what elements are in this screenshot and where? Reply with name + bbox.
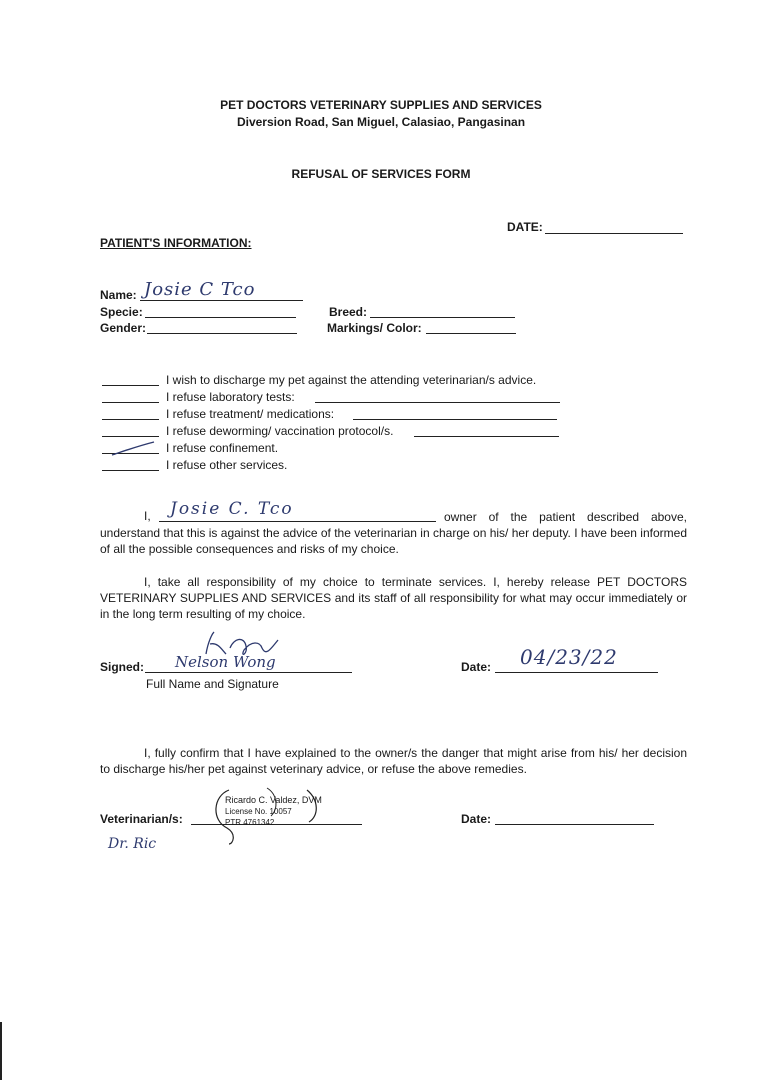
stamp-line-2: License No. 10057 bbox=[225, 807, 292, 816]
checklist-item-confinement: I refuse confinement. bbox=[166, 441, 279, 455]
signed-date-handwritten: 04/23/22 bbox=[520, 645, 618, 669]
gender-label: Gender: bbox=[100, 321, 147, 335]
checklist-item-other: I refuse other services. bbox=[166, 458, 288, 472]
checklist-blank[interactable] bbox=[102, 419, 159, 420]
clinic-address: Diversion Road, San Miguel, Calasiao, Pangasinan bbox=[236, 115, 526, 129]
markings-line[interactable] bbox=[426, 333, 516, 334]
stamp-line-1: Ricardo C. Valdez, DVM bbox=[225, 795, 322, 805]
name-line[interactable] bbox=[140, 300, 303, 301]
signed-date-label: Date: bbox=[461, 660, 492, 674]
signature-caption: Full Name and Signature bbox=[146, 677, 279, 691]
signature-handwritten: Nelson Wong bbox=[175, 653, 276, 671]
patient-section-heading: PATIENT'S INFORMATION: bbox=[100, 236, 252, 250]
breed-line[interactable] bbox=[370, 317, 515, 318]
veterinarian-stamp bbox=[213, 790, 322, 834]
checklist-blank[interactable] bbox=[102, 385, 159, 386]
checklist-item-treatment: I refuse treatment/ medications: bbox=[166, 407, 335, 421]
checklist-item-laboratory: I refuse laboratory tests: bbox=[166, 390, 295, 404]
signature-line[interactable] bbox=[145, 672, 352, 673]
vet-statement: I, fully confirm that I have explained to the owner/s the danger that might arise from his/ her decision to discharge his/her pet against veterinary advice, or refuse the above remedies. bbox=[100, 746, 687, 776]
laboratory-detail-line[interactable] bbox=[315, 402, 560, 403]
deworming-detail-line[interactable] bbox=[414, 436, 559, 437]
check-mark-icon bbox=[110, 440, 156, 458]
stamp-line-3: PTR 4761342 bbox=[225, 818, 275, 827]
owner-statement-text: owner of the patient described above, understand that this is against the advice of the veterinarian in charge on his/ her deputy. I have been informed of all the possible consequences and risks of my choice. bbox=[100, 510, 687, 556]
signed-label: Signed: bbox=[100, 660, 144, 674]
checklist-blank[interactable] bbox=[102, 470, 159, 471]
specie-line[interactable] bbox=[145, 317, 296, 318]
owner-prefix: I, bbox=[144, 509, 151, 523]
checklist-item-discharge: I wish to discharge my pet against the attending veterinarian/s advice. bbox=[166, 373, 537, 387]
breed-label: Breed: bbox=[329, 305, 368, 319]
release-statement: I, take all responsibility of my choice to terminate services. I, hereby release PET DOCTORS VETERINARY SUPPLIES AND SERVICES and its staff of all responsibility for what may occur immediately or in the long term resulting of my choice. bbox=[100, 575, 687, 621]
signed-date-line[interactable] bbox=[495, 672, 658, 673]
specie-label: Specie: bbox=[100, 305, 143, 319]
markings-label: Markings/ Color: bbox=[327, 321, 422, 335]
checklist-blank[interactable] bbox=[102, 436, 159, 437]
owner-name-handwritten: Josie C. Tco bbox=[170, 499, 294, 519]
name-label: Name: bbox=[100, 288, 137, 302]
top-date-line[interactable] bbox=[545, 233, 683, 234]
checklist-blank[interactable] bbox=[102, 402, 159, 403]
vet-date-line[interactable] bbox=[495, 824, 654, 825]
form-title: REFUSAL OF SERVICES FORM bbox=[291, 167, 471, 181]
veterinarian-handwritten-note: Dr. Ric bbox=[108, 836, 157, 852]
top-date-label: DATE: bbox=[507, 220, 543, 234]
treatment-detail-line[interactable] bbox=[353, 419, 557, 420]
name-handwritten: Josie C Tco bbox=[144, 279, 256, 300]
clinic-name: PET DOCTORS VETERINARY SUPPLIES AND SERVICES bbox=[220, 98, 542, 112]
veterinarian-label: Veterinarian/s: bbox=[100, 812, 183, 826]
scan-edge-mark bbox=[0, 1022, 2, 1080]
vet-date-label: Date: bbox=[461, 812, 492, 826]
checklist-item-deworming: I refuse deworming/ vaccination protocol/s. bbox=[166, 424, 394, 438]
gender-line[interactable] bbox=[147, 333, 297, 334]
